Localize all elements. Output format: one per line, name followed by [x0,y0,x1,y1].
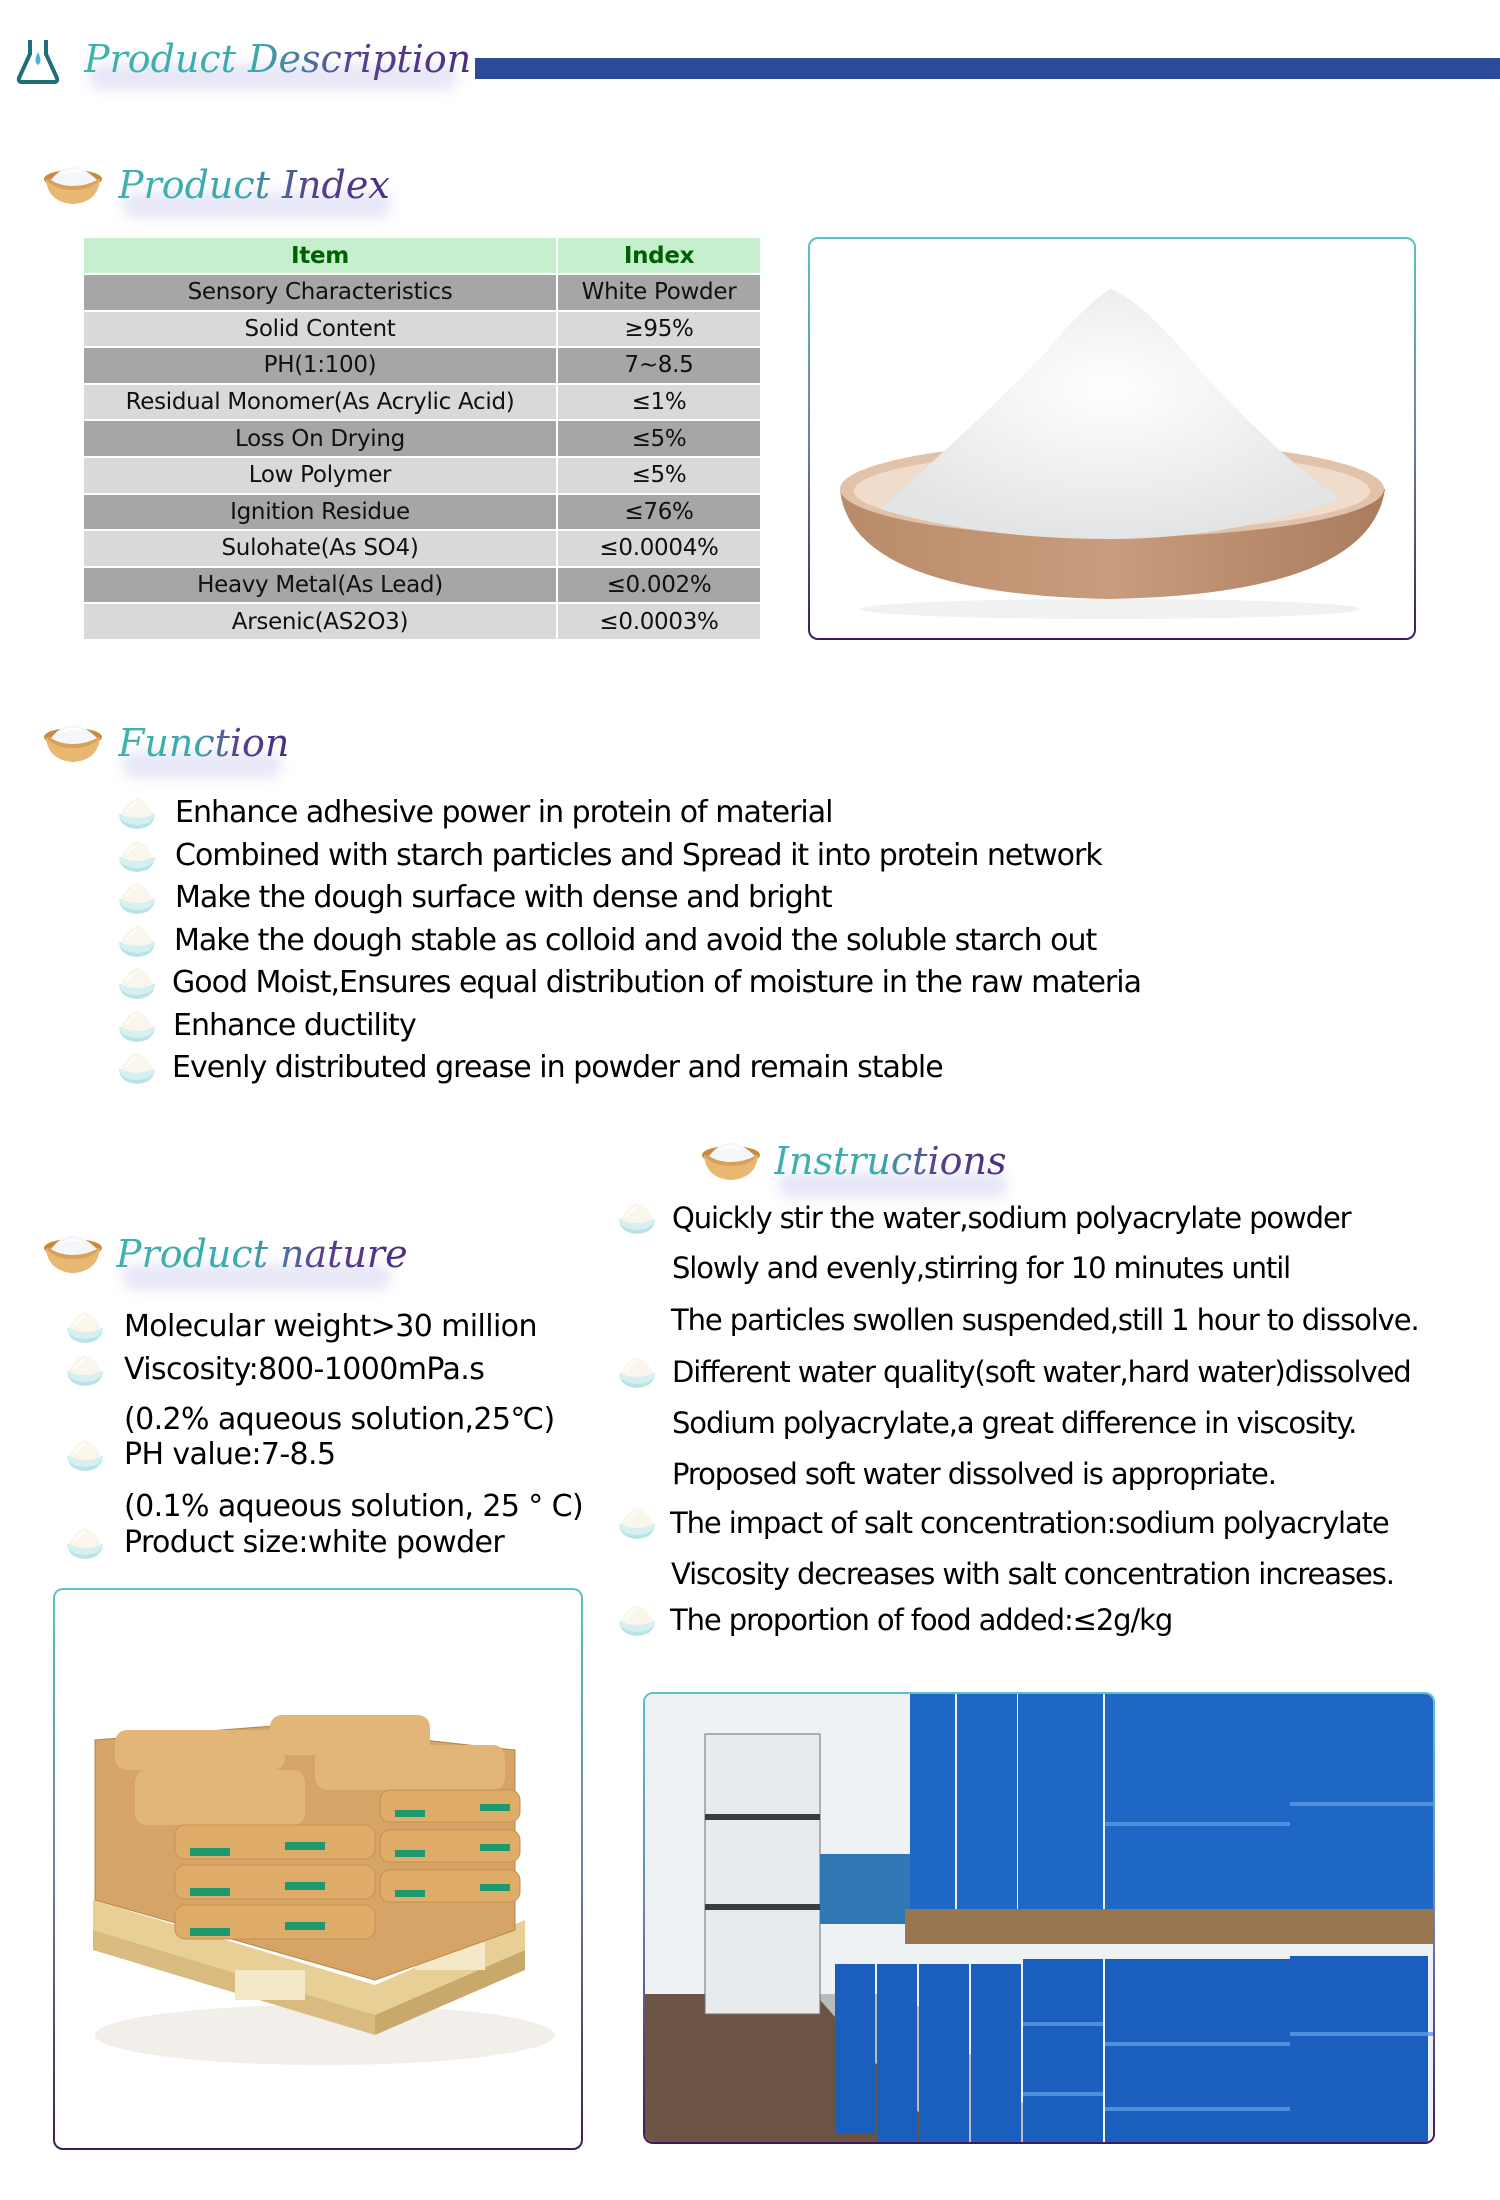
bowl-bullet-icon [64,1438,106,1472]
bowl-bullet-icon [64,1526,106,1560]
table-row [83,457,761,494]
storage-photo-frame [643,1692,1435,2144]
instruction-line: Different water quality(soft water,hard water)dissolved [672,1355,1411,1389]
nature-line: Product size:white powder [124,1525,505,1560]
item-cell: Heavy Metal(As Lead) [83,567,557,604]
blue-drums-image [645,1694,1433,2142]
instruction-line: The particles swollen suspended,still 1 hour to dissolve. [671,1303,1419,1337]
instruction-line: Viscosity decreases with salt concentration increases. [671,1557,1394,1591]
function-item: Enhance adhesive power in protein of material [175,795,833,830]
index-cell: ≤76% [557,494,761,531]
table-row [83,311,761,348]
instruction-line: The impact of salt concentration:sodium polyacrylate [670,1506,1389,1540]
header-divider-bar [475,58,1500,79]
section-title-product-index: Product Index [118,160,390,210]
table-row [83,530,761,567]
function-item: Good Moist,Ensures equal distribution of moisture in the raw materia [172,965,1141,1000]
bowl-bullet-icon [116,839,158,873]
nature-line: Viscosity:800-1000mPa.s [124,1352,485,1387]
page-title: Product Description [84,34,471,84]
bowl-bullet-icon [116,966,158,1000]
item-cell: PH(1:100) [83,347,557,384]
table-row [83,603,761,640]
table-row [83,347,761,384]
item-cell: Sulohate(As SO4) [83,530,557,567]
powder-bowl-icon [42,1233,104,1275]
bowl-bullet-icon [116,924,158,958]
instruction-line: Proposed soft water dissolved is appropriate. [672,1457,1276,1491]
cement-bags-pallet-image [55,1590,581,2148]
powder-bowl-icon [700,1140,762,1182]
nature-line: Molecular weight>30 million [124,1309,537,1344]
bowl-bullet-icon [116,1051,158,1085]
flask-icon [16,38,60,84]
item-cell: Low Polymer [83,457,557,494]
item-cell: Solid Content [83,311,557,348]
index-cell: ≤5% [557,457,761,494]
powder-bowl-icon [42,164,104,206]
section-title-instructions: Instructions [774,1136,1006,1186]
item-cell: Arsenic(AS2O3) [83,603,557,640]
item-cell: Loss On Drying [83,420,557,457]
function-item: Make the dough surface with dense and bright [175,880,832,915]
packaging-photo-frame [53,1588,583,2150]
nature-line: PH value:7-8.5 [124,1437,336,1472]
nature-line: (0.2% aqueous solution,25℃) [124,1402,555,1437]
table-row [83,384,761,421]
nature-line: (0.1% aqueous solution, 25 ° C) [124,1489,584,1524]
section-title-product-nature: Product nature [116,1229,408,1279]
bowl-bullet-icon [616,1355,658,1389]
instruction-line: Quickly stir the water,sodium polyacrylate powder [672,1201,1351,1235]
item-cell: Sensory Characteristics [83,274,557,311]
column-header-index: Index [557,237,761,274]
index-cell: ≤0.0003% [557,603,761,640]
bowl-bullet-icon [64,1310,106,1344]
section-title-function: Function [118,718,289,768]
bowl-bullet-icon [116,796,158,830]
bowl-bullet-icon [616,1201,658,1235]
white-powder-bowl-image [810,239,1414,638]
index-cell: ≤0.002% [557,567,761,604]
column-header-item: Item [83,237,557,274]
powder-bowl-icon [42,722,104,764]
bowl-bullet-icon [616,1506,658,1540]
bowl-bullet-icon [616,1603,658,1637]
table-row [83,274,761,311]
function-item: Evenly distributed grease in powder and remain stable [172,1050,943,1085]
bowl-bullet-icon [116,881,158,915]
item-cell: Residual Monomer(As Acrylic Acid) [83,384,557,421]
index-cell: ≤5% [557,420,761,457]
table-row [83,420,761,457]
instruction-line: Slowly and evenly,stirring for 10 minutes until [672,1251,1291,1285]
index-cell: ≥95% [557,311,761,348]
instruction-line: Sodium polyacrylate,a great difference in viscosity. [672,1406,1357,1440]
table-header-row [83,237,761,274]
function-item: Combined with starch particles and Spread it into protein network [175,838,1102,873]
bowl-bullet-icon [116,1009,158,1043]
product-index-table [82,236,762,641]
index-cell: 7~8.5 [557,347,761,384]
instruction-line: The proportion of food added:≤2g/kg [670,1603,1173,1637]
bowl-bullet-icon [64,1353,106,1387]
item-cell: Ignition Residue [83,494,557,531]
index-cell: White Powder [557,274,761,311]
table-row [83,567,761,604]
index-cell: ≤0.0004% [557,530,761,567]
function-item: Make the dough stable as colloid and avoid the soluble starch out [174,923,1097,958]
product-photo-frame [808,237,1416,640]
index-cell: ≤1% [557,384,761,421]
table-row [83,494,761,531]
function-item: Enhance ductility [173,1008,416,1043]
